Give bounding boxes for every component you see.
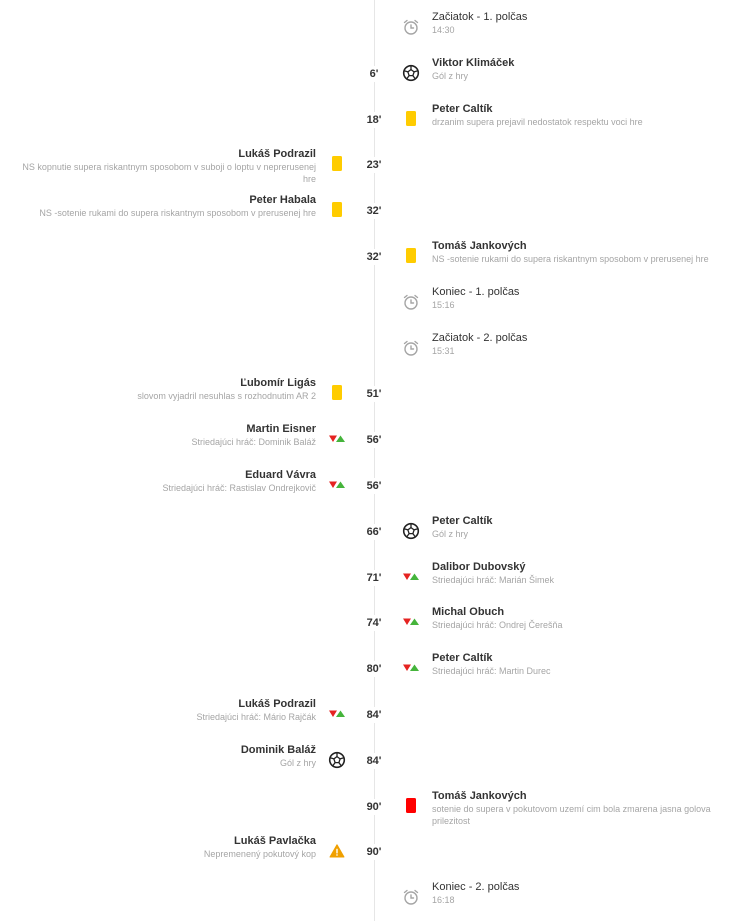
event-minute: 56' xyxy=(354,478,394,494)
timeline-event xyxy=(0,787,750,833)
clock-icon xyxy=(402,339,420,357)
yellow-card-icon xyxy=(402,247,420,265)
event-title: Koniec - 1. polčas xyxy=(432,285,520,298)
timeline-event xyxy=(0,512,750,558)
yellow-card-icon xyxy=(402,110,420,128)
player-name: Peter Caltík xyxy=(432,102,493,115)
event-text xyxy=(432,789,717,827)
event-text xyxy=(16,376,316,402)
event-title: Začiatok - 1. polčas xyxy=(432,11,528,23)
event-description: Nepremenený pokutový kop xyxy=(203,849,316,860)
event-text xyxy=(432,56,717,82)
event-text xyxy=(16,147,316,185)
event-description: drzanim supera prejavil nedostatok respektu voci hre xyxy=(432,116,643,127)
event-text xyxy=(432,651,717,677)
event-description: Gól z hry xyxy=(432,70,469,81)
player-name: Dalibor Dubovský xyxy=(432,560,526,573)
timeline-event xyxy=(0,8,750,54)
event-minute: 18' xyxy=(354,112,394,128)
player-name: Lukáš Podrazil xyxy=(238,148,316,161)
event-time: 16:18 xyxy=(432,895,455,906)
player-name: Tomáš Jankových xyxy=(432,789,527,802)
player-name: Lukáš Podrazil xyxy=(238,698,316,710)
player-name: Peter Caltík xyxy=(432,514,493,527)
clock-icon xyxy=(402,293,420,311)
player-name: Peter Habala xyxy=(249,194,316,207)
event-text xyxy=(16,697,316,723)
player-name: Martin Eisner xyxy=(246,423,316,436)
event-text xyxy=(16,743,316,769)
timeline-event xyxy=(0,878,750,924)
timeline-event xyxy=(0,329,750,375)
event-text xyxy=(432,560,717,586)
red-card-icon xyxy=(402,797,420,815)
event-text xyxy=(432,102,717,128)
timeline-event xyxy=(0,374,750,420)
player-name: Lukáš Pavlačka xyxy=(234,835,316,848)
event-description: Striedajúci hráč: Dominik Baláž xyxy=(191,437,316,448)
event-minute: 90' xyxy=(354,799,394,815)
event-text xyxy=(16,422,316,448)
event-minute: 6' xyxy=(354,66,394,82)
event-text xyxy=(16,834,316,860)
event-text xyxy=(432,285,717,311)
yellow-card-icon xyxy=(328,384,346,402)
event-description: Gól z hry xyxy=(279,757,316,768)
event-text xyxy=(432,880,717,906)
event-minute: 32' xyxy=(354,203,394,219)
timeline-event xyxy=(0,649,750,695)
event-time: 14:30 xyxy=(432,25,455,35)
event-minute: 71' xyxy=(354,570,394,586)
event-title: Začiatok - 2. polčas xyxy=(432,331,528,344)
event-minute: 74' xyxy=(354,615,394,631)
event-description: sotenie do supera v pokutovom uzemí cim bola zmarena jasna golova prilezitost xyxy=(432,803,711,826)
event-minute: 56' xyxy=(354,432,394,448)
timeline-event xyxy=(0,237,750,283)
event-title: Koniec - 2. polčas xyxy=(432,881,520,894)
player-name: Tomáš Jankových xyxy=(432,240,527,252)
event-minute: 32' xyxy=(354,249,394,265)
timeline-event xyxy=(0,54,750,100)
event-description: Gól z hry xyxy=(432,528,469,539)
ball-icon xyxy=(402,522,420,540)
event-description: Striedajúci hráč: Mário Rajčák xyxy=(196,712,316,722)
substitution-icon xyxy=(402,659,420,677)
substitution-icon xyxy=(328,476,346,494)
event-text xyxy=(16,193,316,219)
player-name: Peter Caltík xyxy=(432,652,493,665)
event-minute: 66' xyxy=(354,524,394,540)
timeline-event xyxy=(0,145,750,191)
substitution-icon xyxy=(402,613,420,631)
event-description: NS -sotenie rukami do supera riskantnym sposobom v prerusenej hre xyxy=(39,208,316,219)
timeline-event xyxy=(0,283,750,329)
substitution-icon xyxy=(402,568,420,586)
timeline-event xyxy=(0,420,750,466)
timeline-event xyxy=(0,100,750,146)
event-minute: 84' xyxy=(354,753,394,769)
ball-icon xyxy=(328,751,346,769)
timeline-event xyxy=(0,558,750,604)
event-text xyxy=(432,239,717,265)
event-description: NS kopnutie supera riskantnym sposobom v suboji o loptu v neprerusenej hre xyxy=(22,162,316,185)
yellow-card-icon xyxy=(328,155,346,173)
player-name: Viktor Klimáček xyxy=(432,56,515,69)
event-description: Striedajúci hráč: Ondrej Čerešňa xyxy=(432,620,563,631)
event-description: Striedajúci hráč: Rastislav Ondrejkovič xyxy=(162,483,316,493)
event-minute: 90' xyxy=(354,844,394,860)
timeline-event xyxy=(0,191,750,237)
event-minute: 23' xyxy=(354,157,394,173)
event-description: NS -sotenie rukami do supera riskantnym sposobom v prerusenej hre xyxy=(432,254,709,264)
player-name: Eduard Vávra xyxy=(245,469,316,481)
event-minute: 80' xyxy=(354,661,394,677)
event-text xyxy=(432,10,717,36)
player-name: Michal Obuch xyxy=(432,606,505,619)
event-text xyxy=(432,331,717,357)
player-name: Dominik Baláž xyxy=(240,743,316,756)
event-text xyxy=(432,514,717,540)
clock-icon xyxy=(402,18,420,36)
event-text xyxy=(432,605,717,631)
timeline-event xyxy=(0,832,750,878)
event-description: slovom vyjadril nesuhlas s rozhodnutim AR 2 xyxy=(137,391,316,402)
substitution-icon xyxy=(328,430,346,448)
event-description: Striedajúci hráč: Martin Durec xyxy=(432,666,551,677)
event-time: 15:16 xyxy=(432,299,455,310)
substitution-icon xyxy=(328,705,346,723)
clock-icon xyxy=(402,888,420,906)
event-time: 15:31 xyxy=(432,345,455,356)
event-minute: 51' xyxy=(354,386,394,402)
event-text xyxy=(16,468,316,494)
player-name: Ľubomír Ligás xyxy=(240,377,316,390)
yellow-card-icon xyxy=(328,201,346,219)
timeline-event xyxy=(0,741,750,787)
ball-icon xyxy=(402,64,420,82)
warning-icon xyxy=(328,842,346,860)
timeline-event xyxy=(0,603,750,649)
event-minute: 84' xyxy=(354,707,394,723)
event-description: Striedajúci hráč: Marián Šimek xyxy=(432,574,555,585)
timeline-event xyxy=(0,695,750,741)
timeline-event xyxy=(0,466,750,512)
